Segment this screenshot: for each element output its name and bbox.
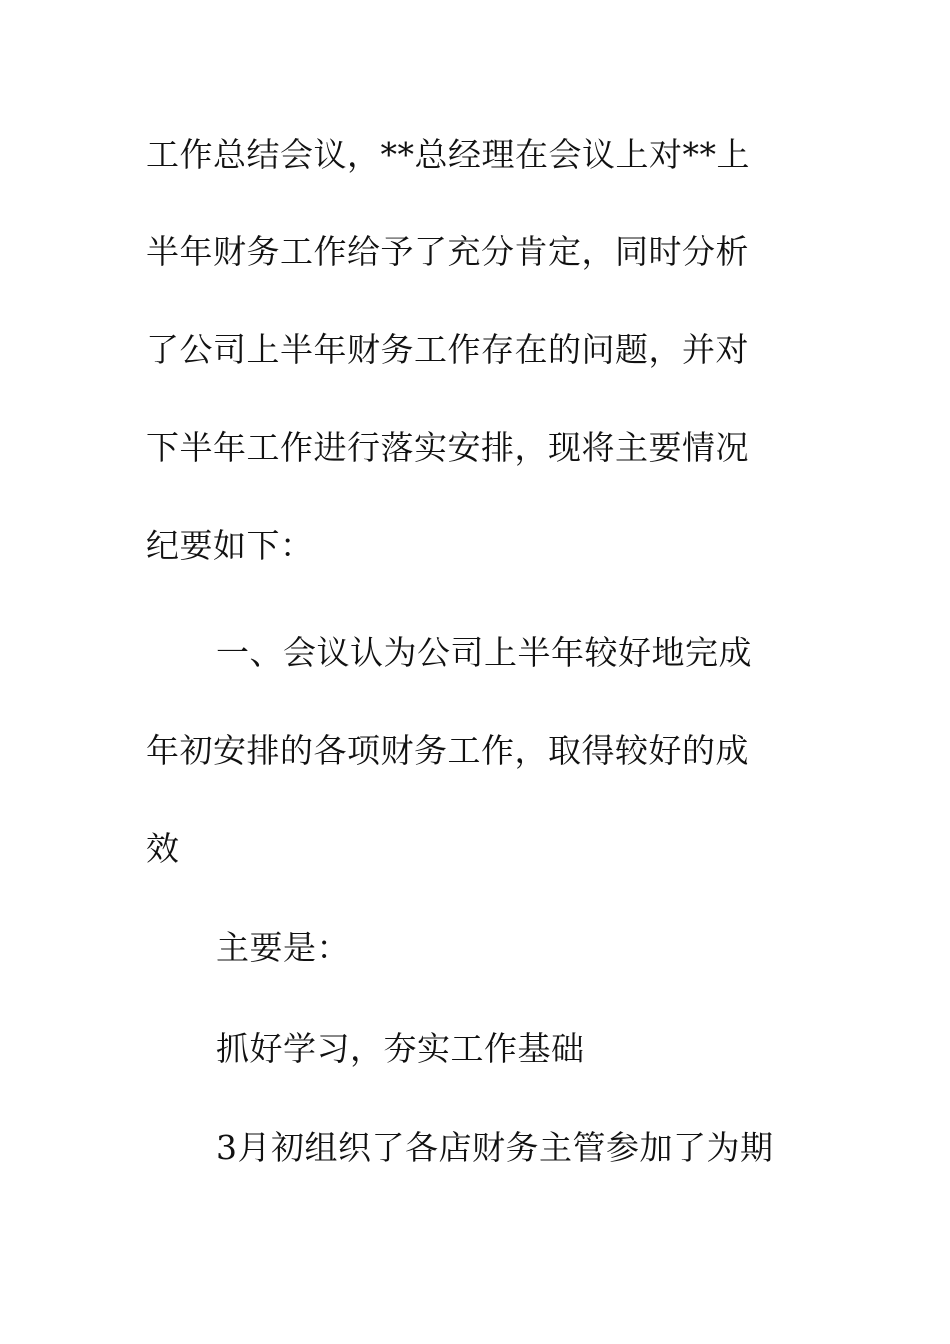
paragraph-line-3: 了公司上半年财务工作存在的问题，并对 (146, 330, 749, 369)
paragraph-line-4: 下半年工作进行落实安排，现将主要情况 (146, 428, 749, 467)
section-heading-line-2: 年初安排的各项财务工作，取得较好的成 (146, 731, 749, 770)
paragraph-line-5: 纪要如下： (146, 526, 314, 565)
paragraph-line-2: 半年财务工作给予了充分肯定，同时分析 (146, 232, 749, 271)
subheading-study: 抓好学习，夯实工作基础 (216, 1029, 585, 1068)
section-heading-line-3: 效 (146, 829, 180, 868)
subheading-main-points: 主要是： (216, 928, 350, 967)
paragraph-march: 3月初组织了各店财务主管参加了为期 (216, 1128, 774, 1167)
section-heading-line-1: 一、会议认为公司上半年较好地完成 (216, 633, 752, 672)
paragraph-line-1: 工作总结会议，**总经理在会议上对**上 (146, 135, 750, 174)
